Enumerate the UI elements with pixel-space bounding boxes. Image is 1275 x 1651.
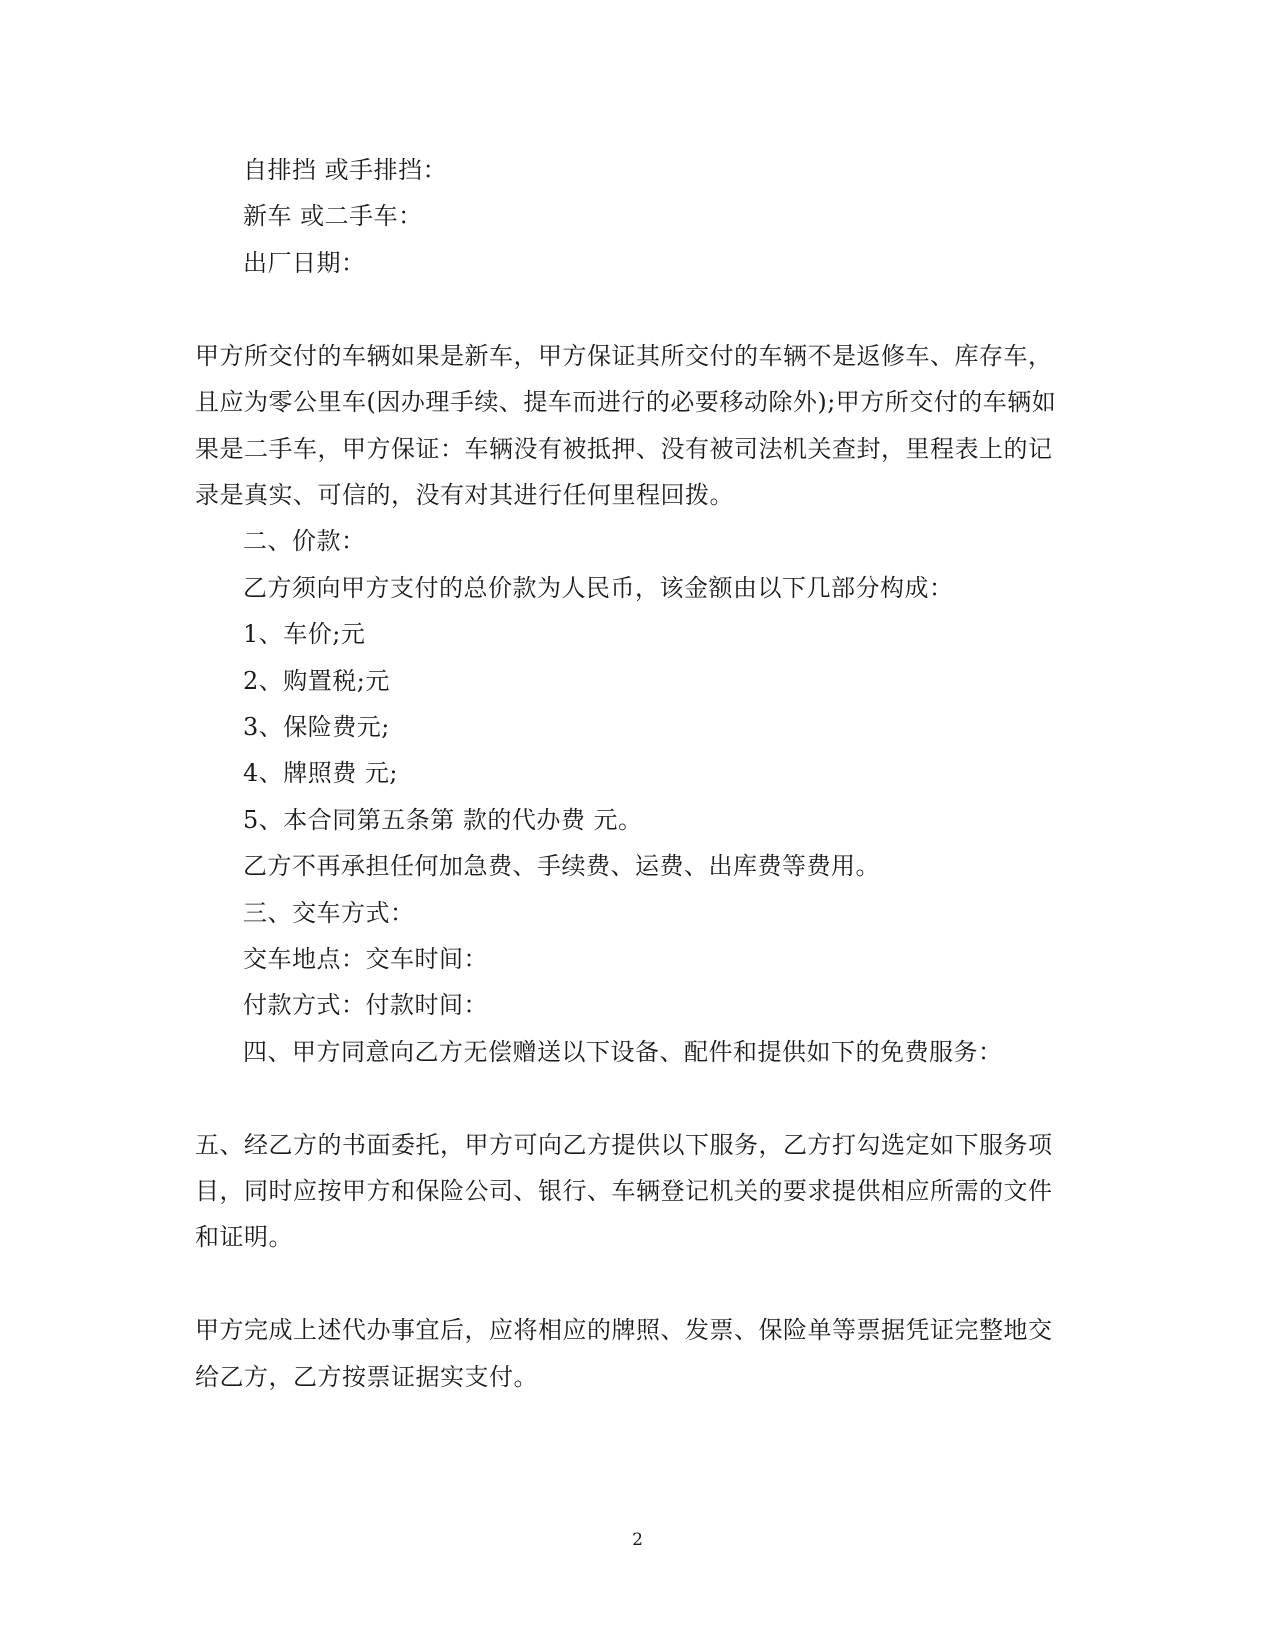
guarantee-line-1: 甲方所交付的车辆如果是新车，甲方保证其所交付的车辆不是返修车、库存车， — [195, 342, 1053, 370]
guarantee-line-3: 果是二手车，甲方保证：车辆没有被抵押、没有被司法机关查封，里程表上的记 — [195, 435, 1053, 463]
price-item-insurance: 3、保险费元; — [243, 713, 390, 741]
price-item-agency-fee: 5、本合同第五条第 款的代办费 元。 — [243, 806, 643, 834]
page-number: 2 — [632, 1530, 643, 1550]
price-item-plate: 4、牌照费 元; — [243, 759, 398, 787]
price-intro: 乙方须向甲方支付的总价款为人民币，该金额由以下几部分构成： — [243, 574, 954, 602]
price-heading: 二、价款： — [243, 527, 366, 555]
production-date-line: 出厂日期： — [243, 249, 366, 277]
gifts-heading: 四、甲方同意向乙方无偿赠送以下设备、配件和提供如下的免费服务： — [243, 1038, 1003, 1066]
price-item-tax: 2、购置税;元 — [243, 667, 390, 695]
delivery-heading: 三、交车方式： — [243, 899, 415, 927]
guarantee-line-2: 且应为零公里车(因办理手续、提车而进行的必要移动除外);甲方所交付的车辆如 — [195, 388, 1057, 416]
guarantee-line-4: 录是真实、可信的，没有对其进行任何里程回拨。 — [195, 481, 734, 509]
price-item-car: 1、车价;元 — [243, 620, 366, 648]
price-note: 乙方不再承担任何加急费、手续费、运费、出库费等费用。 — [243, 852, 880, 880]
services-line-1: 五、经乙方的书面委托，甲方可向乙方提供以下服务，乙方打勾选定如下服务项 — [195, 1131, 1053, 1159]
new-or-used-line: 新车 或二手车： — [243, 202, 423, 230]
completion-line-1: 甲方完成上述代办事宜后，应将相应的牌照、发票、保险单等票据凭证完整地交 — [195, 1316, 1053, 1344]
payment-method-time: 付款方式：付款时间： — [243, 991, 488, 1019]
services-line-2: 目，同时应按甲方和保险公司、银行、车辆登记机关的要求提供相应所需的文件 — [195, 1177, 1053, 1205]
delivery-place-time: 交车地点：交车时间： — [243, 945, 488, 973]
services-line-3: 和证明。 — [195, 1223, 293, 1251]
transmission-line: 自排挡 或手排挡： — [243, 156, 448, 184]
completion-line-2: 给乙方，乙方按票证据实支付。 — [195, 1363, 538, 1391]
